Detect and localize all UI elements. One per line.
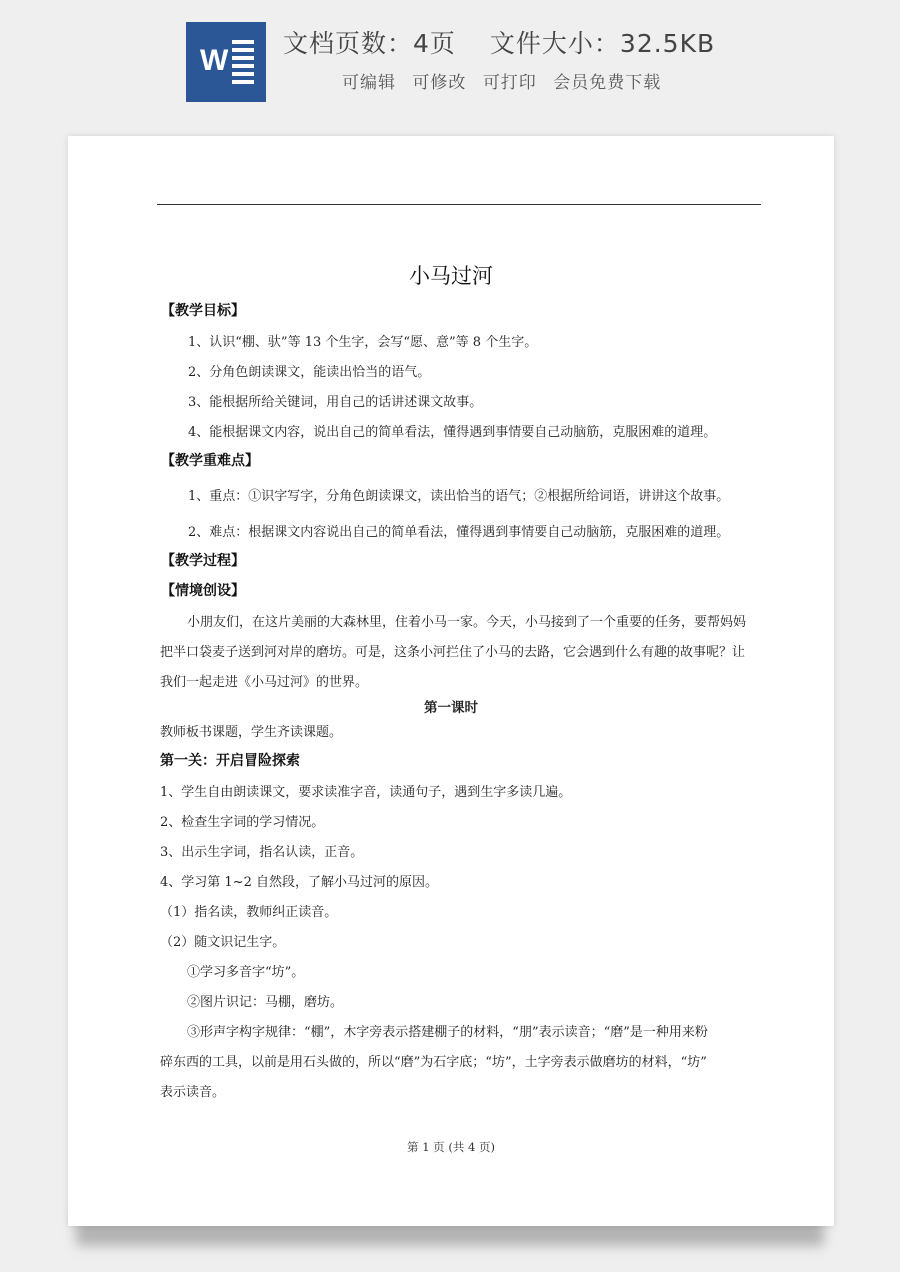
stage-heading: 第一关：开启冒险探索 <box>160 753 300 769</box>
stage-item: 4、学习第 1~2 自然段，了解小马过河的原因。 <box>160 875 438 890</box>
stage-item: 3、出示生字词，指名认读，正音。 <box>160 845 364 860</box>
rule-paragraph-line: 表示读音。 <box>160 1085 226 1100</box>
goal-item: 4、能根据课文内容，说出自己的简单看法，懂得遇到事情要自己动脑筋，克服困难的道理。 <box>188 425 717 440</box>
stage-item: 1、学生自由朗读课文，要求读准字音，读通句子，遇到生字多读几遍。 <box>160 785 572 800</box>
file-size: 文件大小：32.5KB <box>489 29 716 58</box>
stage-subitem: （1）指名读，教师纠正读音。 <box>160 905 338 920</box>
lesson-intro: 教师板书课题，学生齐读课题。 <box>160 725 343 740</box>
stage-subitem: ②图片识记：马棚，磨坊。 <box>187 995 344 1010</box>
rule-paragraph-line: 碎东西的工具，以前是用石头做的，所以“磨”为石字底；“坊”，土字旁表示做磨坊的材料，“坊” <box>160 1055 707 1070</box>
goal-item: 2、分角色朗读课文，能读出恰当的语气。 <box>188 365 431 380</box>
key-points-heading: 【教学重难点】 <box>161 453 259 469</box>
download-banner <box>0 0 900 120</box>
header-rule <box>157 204 761 205</box>
scene-heading: 【情境创设】 <box>161 583 245 599</box>
stage-subitem: ①学习多音字“坊”。 <box>187 965 305 980</box>
feature-editable: 可编辑 <box>342 73 396 93</box>
document-title: 小马过河 <box>409 264 493 288</box>
page-count: 文档页数：4页 <box>283 29 456 58</box>
feature-list <box>342 68 671 93</box>
feature-printable: 可打印 <box>482 73 537 93</box>
scene-paragraph-line: 我们一起走进《小马过河》的世界。 <box>160 675 369 690</box>
feature-member-download: 会员免费下载 <box>553 73 662 93</box>
file-info <box>283 24 715 60</box>
stage-subitem: （2）随文识记生字。 <box>160 935 286 950</box>
scene-paragraph-line: 小朋友们，在这片美丽的大森林里，住着小马一家。今天，小马接到了一个重要的任务，要帮妈妈 <box>187 615 747 630</box>
document-page <box>68 136 834 1226</box>
word-document-icon: W <box>186 22 266 102</box>
stage-item: 2、检查生字词的学习情况。 <box>160 815 325 830</box>
goals-heading: 【教学目标】 <box>161 303 245 319</box>
process-heading: 【教学过程】 <box>161 553 245 569</box>
goal-item: 1、认识“棚、驮”等 13 个生字，会写“愿、意”等 8 个生字。 <box>188 335 538 350</box>
feature-modifiable: 可修改 <box>412 73 467 93</box>
scene-paragraph-line: 把半口袋麦子送到河对岸的磨坊。可是，这条小河拦住了小马的去路，它会遇到什么有趣的故事呢？让 <box>160 645 746 660</box>
key-point-item: 1、重点：①识字写字，分角色朗读课文，读出恰当的语气；②根据所给词语，讲讲这个故事。 <box>188 489 730 504</box>
lesson-heading: 第一课时 <box>424 700 478 716</box>
key-point-item: 2、难点：根据课文内容说出自己的简单看法，懂得遇到事情要自己动脑筋，克服困难的道理。 <box>188 525 730 540</box>
page-footer: 第 1 页 (共 4 页) <box>407 1140 495 1154</box>
goal-item: 3、能根据所给关键词，用自己的话讲述课文故事。 <box>188 395 483 410</box>
rule-paragraph-line: ③形声字构字规律：“棚”，木字旁表示搭建棚子的材料，“朋”表示读音；“磨”是一种用来粉 <box>187 1025 708 1040</box>
